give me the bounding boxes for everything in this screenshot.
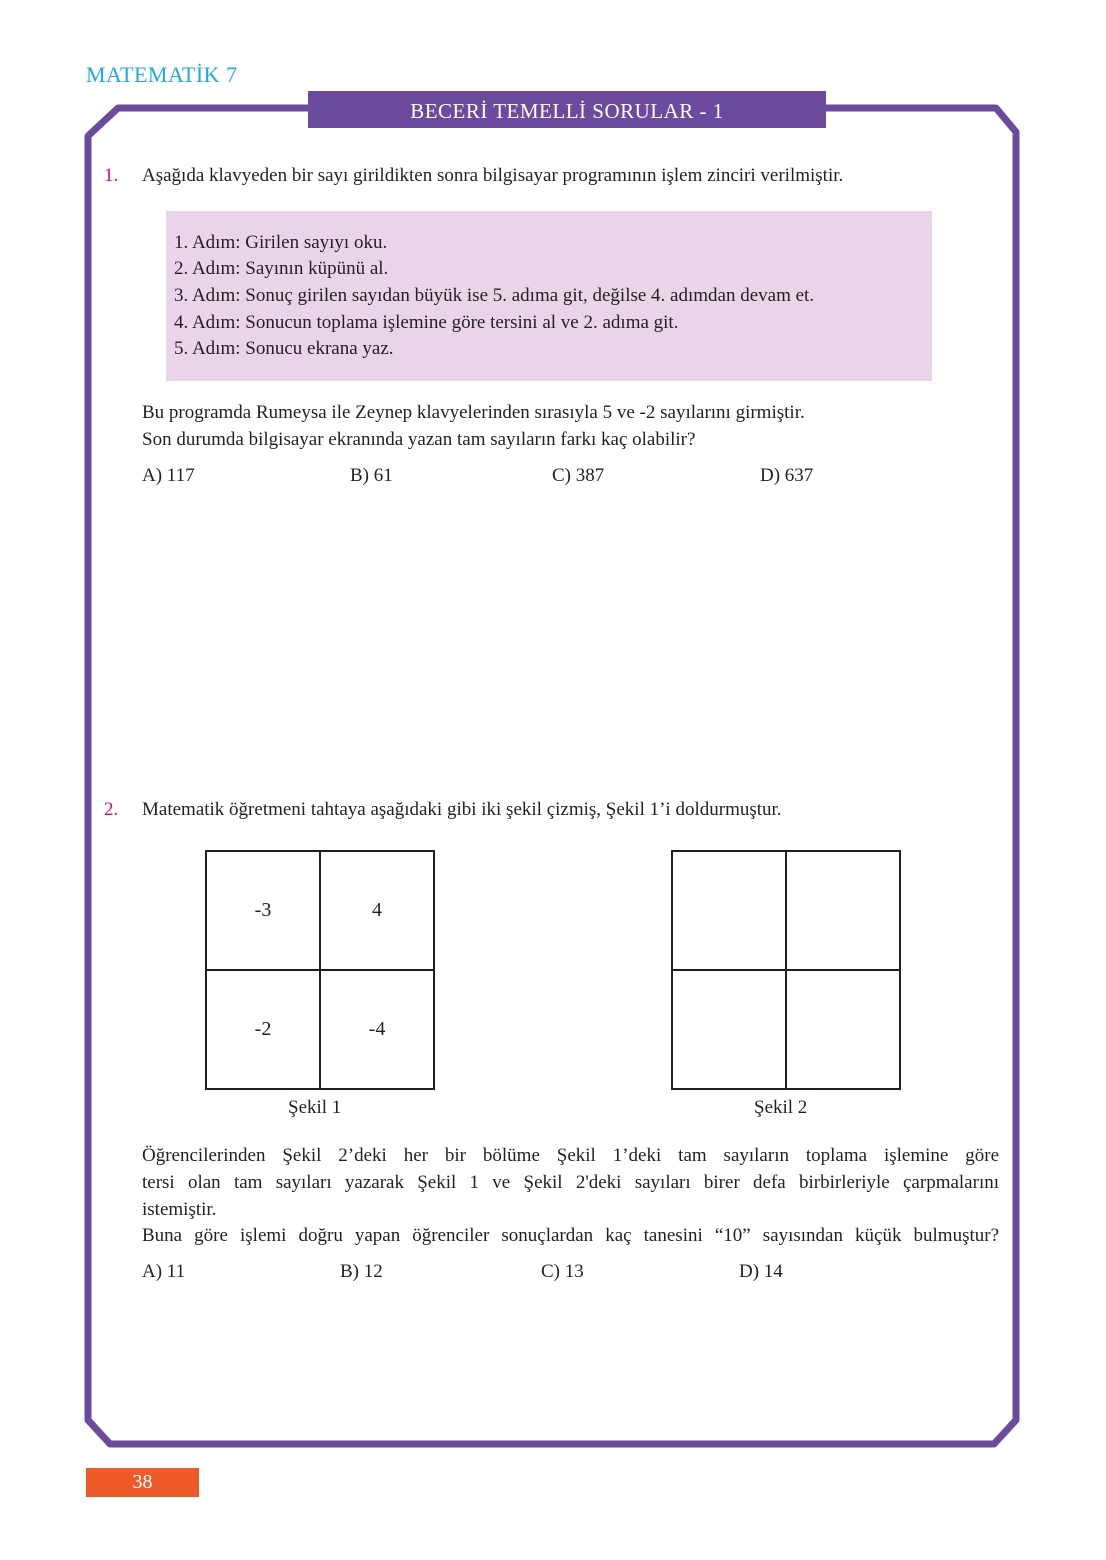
figure-1-label: Şekil 1 — [288, 1097, 342, 1118]
question-1-body-line-2: Son durumda bilgisayar ekranında yazan tam sayıların farkı kaç olabilir? — [142, 429, 696, 450]
algorithm-steps-box — [166, 211, 932, 381]
question-2-option-c[interactable]: C) 13 — [541, 1261, 584, 1282]
figure-2-cell — [786, 970, 900, 1089]
step-3: 3. Adım: Sonuç girilen sayıdan büyük ise 5. adıma git, değilse 4. adımdan devam et. — [174, 285, 815, 306]
question-2-body-line-3: istemiştir. — [142, 1199, 217, 1220]
question-2-body-line-2: tersi olan tam sayıları yazarak Şekil 1 ve Şekil 2'deki sayıları birer defa birbirleriyle çarpmalarını — [142, 1172, 999, 1193]
question-1-intro: Aşağıda klavyeden bir sayı girildikten sonra bilgisayar programının işlem zinciri verilmiştir. — [142, 165, 844, 186]
question-2-option-a[interactable]: A) 11 — [142, 1261, 186, 1282]
figure-1-grid — [205, 850, 435, 1090]
page-number: 38 — [86, 1468, 199, 1497]
step-5: 5. Adım: Sonucu ekrana yaz. — [174, 338, 394, 359]
step-2: 2. Adım: Sayının küpünü al. — [174, 258, 389, 279]
figure-1-cell: -3 — [206, 851, 320, 970]
figure-1-cell: 4 — [320, 851, 434, 970]
section-title-bar: BECERİ TEMELLİ SORULAR - 1 — [308, 91, 826, 128]
question-2-option-b[interactable]: B) 12 — [340, 1261, 383, 1282]
question-2-body-line-1: Öğrencilerinden Şekil 2’deki her bir bölüme Şekil 1’deki tam sayıların toplama işlemine göre — [142, 1145, 999, 1166]
question-1-option-b[interactable]: B) 61 — [350, 465, 393, 486]
question-1-option-d[interactable]: D) 637 — [760, 465, 814, 486]
question-1-number: 1. — [104, 165, 119, 186]
question-2-body-line-4: Buna göre işlemi doğru yapan öğrenciler sonuçlardan kaç tanesini “10” sayısından küçük bulmuştur? — [142, 1225, 999, 1246]
figure-1-cell: -2 — [206, 970, 320, 1089]
question-1-option-a[interactable]: A) 117 — [142, 465, 195, 486]
book-title: MATEMATİK 7 — [86, 62, 238, 87]
step-1: 1. Adım: Girilen sayıyı oku. — [174, 232, 388, 253]
question-1-option-c[interactable]: C) 387 — [552, 465, 605, 486]
figure-2-grid — [671, 850, 901, 1090]
question-2-option-d[interactable]: D) 14 — [739, 1261, 783, 1282]
figure-2-label: Şekil 2 — [754, 1097, 808, 1118]
question-2-number: 2. — [104, 799, 119, 820]
figure-1-cell: -4 — [320, 970, 434, 1089]
step-4: 4. Adım: Sonucun toplama işlemine göre tersini al ve 2. adıma git. — [174, 312, 679, 333]
figure-2-cell — [786, 851, 900, 970]
figure-2-cell — [672, 851, 786, 970]
figure-2-cell — [672, 970, 786, 1089]
question-1-body-line-1: Bu programda Rumeysa ile Zeynep klavyelerinden sırasıyla 5 ve -2 sayılarını girmiştir. — [142, 402, 805, 423]
question-2-intro: Matematik öğretmeni tahtaya aşağıdaki gibi iki şekil çizmiş, Şekil 1’i doldurmuştur. — [142, 799, 782, 820]
